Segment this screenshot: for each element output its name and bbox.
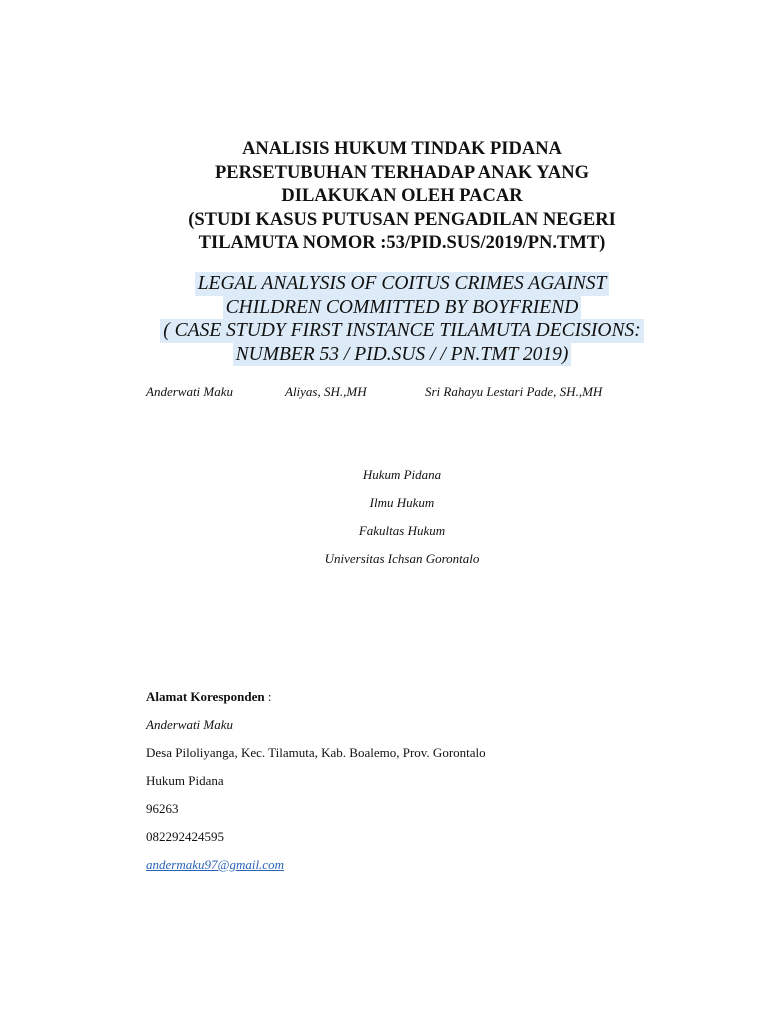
author-name: Anderwati Maku: [146, 384, 234, 399]
affiliation-line: Ilmu Hukum: [369, 495, 435, 510]
correspondence-address: Desa Piloliyanga, Kec. Tilamuta, Kab. Boalemo, Prov. Gorontalo: [146, 745, 486, 760]
correspondence-department: Hukum Pidana: [146, 773, 224, 788]
affiliation-line: Hukum Pidana: [362, 467, 442, 482]
correspondence-block: [146, 689, 486, 885]
correspondence-email-link[interactable]: andermaku97@gmail.com: [146, 857, 284, 872]
indonesian-title-line: PERSETUBUHAN TERHADAP ANAK YANG: [214, 162, 589, 183]
correspondence-heading-line: [146, 689, 486, 717]
indonesian-title-line: TILAMUTA NOMOR :53/PID.SUS/2019/PN.TMT): [198, 233, 606, 253]
correspondence-heading: Alamat Koresponden: [146, 689, 265, 704]
english-title: [60, 272, 744, 366]
author-name: Aliyas, SH.,MH: [285, 384, 367, 399]
affiliation-line: Fakultas Hukum: [358, 523, 446, 538]
english-title-line: ( CASE STUDY FIRST INSTANCE TILAMUTA DECISIONS:: [160, 319, 643, 343]
correspondence-name: Anderwati Maku: [146, 717, 234, 732]
english-title-line: LEGAL ANALYSIS OF COITUS CRIMES AGAINST: [195, 272, 610, 296]
english-title-line: NUMBER 53 / PID.SUS / / PN.TMT 2019): [233, 343, 572, 367]
affiliation-line: Universitas Ichsan Gorontalo: [324, 551, 480, 566]
english-title-line: CHILDREN COMMITTED BY BOYFRIEND: [223, 296, 582, 320]
author-name: Sri Rahayu Lestari Pade, SH.,MH: [425, 384, 603, 399]
indonesian-title-line: ANALISIS HUKUM TINDAK PIDANA: [242, 139, 562, 159]
correspondence-phone: 082292424595: [146, 829, 224, 844]
indonesian-title-line: (STUDI KASUS PUTUSAN PENGADILAN NEGERI: [188, 209, 616, 230]
indonesian-title-line: DILAKUKAN OLEH PACAR: [281, 186, 523, 206]
affiliation-block: [200, 467, 604, 579]
indonesian-title: [100, 138, 704, 256]
correspondence-postal-code: 96263: [146, 801, 179, 816]
correspondence-heading-colon: :: [264, 689, 272, 704]
